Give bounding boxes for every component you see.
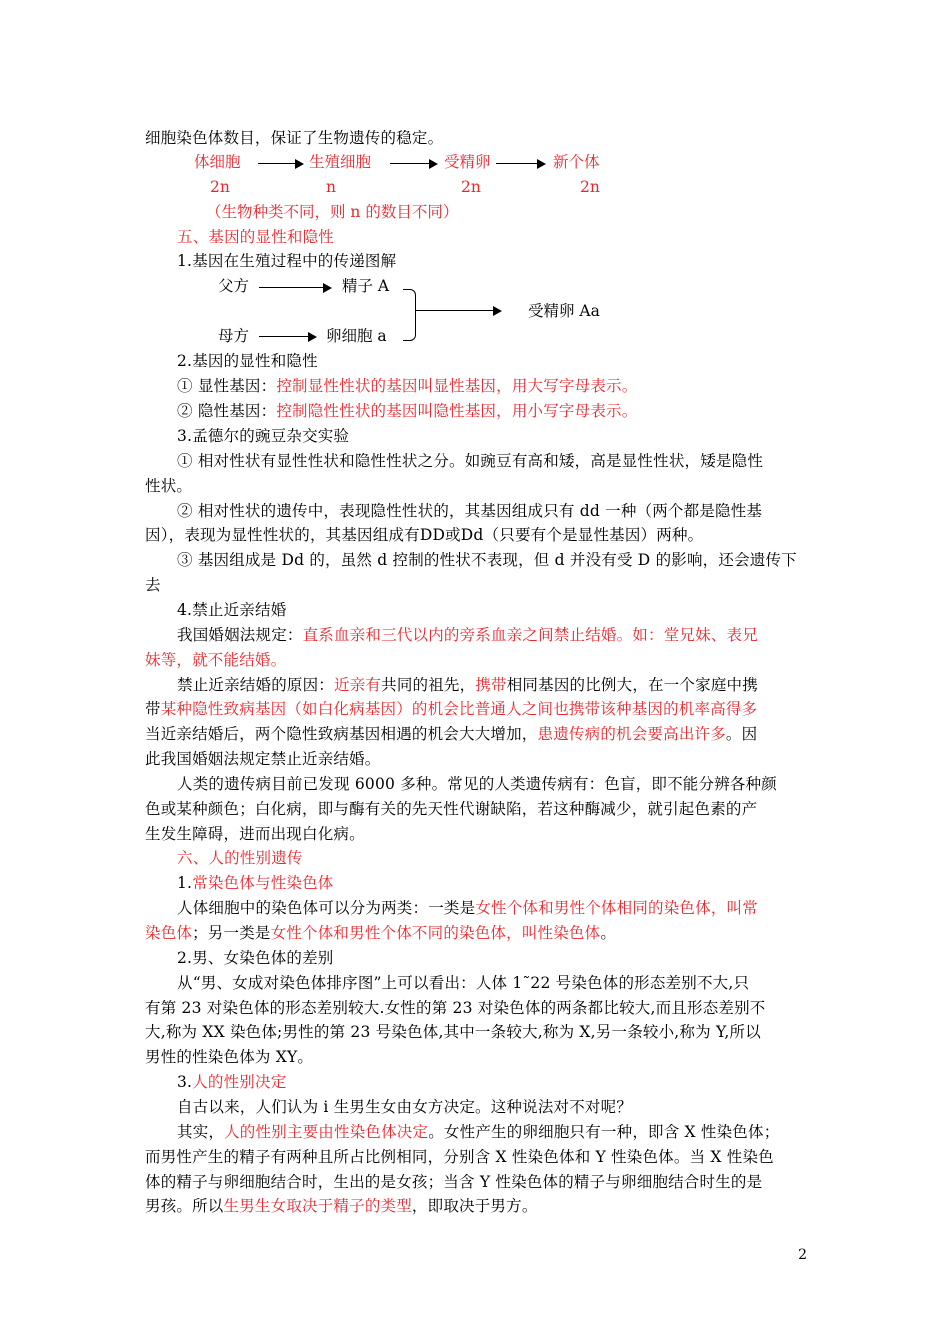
subheading: 4.禁止近亲结婚: [177, 601, 287, 619]
flow-stage-individual: 新个体: [553, 153, 600, 171]
subheading: [177, 871, 810, 895]
paragraph-line: 自古以来，人们认为 i 生男生女由女方决定。这种说法对不对呢？: [177, 1098, 633, 1116]
text: 我国婚姻法规定：: [177, 626, 303, 644]
bracket-icon: [403, 289, 416, 341]
text: 。因: [725, 725, 758, 743]
recessive-gene-line: [177, 399, 810, 423]
paragraph-line: ③ 基因组成是 Dd 的，虽然 d 控制的性状不表现，但 d 并没有受 D 的影响，还会遗传下: [177, 551, 797, 569]
flow-stage-germ: 生殖细胞: [309, 153, 372, 171]
paragraph-line: 从“男、女成对染色体排序图”上可以看出：人体 1˜22 号染色体的形态差别不大,只: [177, 974, 750, 992]
label: ① 显性基因：: [177, 377, 277, 395]
paragraph-line: [177, 673, 810, 697]
arrow-icon: [259, 287, 330, 288]
diagram-mother: 母方: [218, 327, 250, 345]
paragraph-line: 妹等，就不能结婚。: [145, 651, 287, 669]
highlight: 常染色体与性染色体: [192, 874, 334, 892]
text: 相同基因的比例大，在一个家庭中携: [506, 676, 758, 694]
diagram-egg: 卵细胞 a: [326, 327, 387, 345]
paragraph-line: 有第 23 对染色体的形态差别较大.女性的第 23 对染色体的两条都比较大,而且形态差别不: [145, 999, 766, 1017]
subheading: 1.基因在生殖过程中的传递图解: [177, 252, 397, 270]
text: 男孩。所以: [145, 1197, 224, 1215]
highlight: 患遗传病的机会要高出许多: [537, 725, 726, 743]
highlight: 携带: [475, 676, 507, 694]
intro-line: 细胞染色体数目，保证了生物遗传的稳定。: [145, 129, 444, 147]
text: 共同的祖先，: [381, 676, 476, 694]
arrow-icon: [259, 336, 315, 337]
text: 。女性产生的卵细胞只有一种，即含 X 性染色体；: [428, 1123, 780, 1141]
arrow-icon: [258, 163, 302, 164]
flow-count: 2n: [210, 178, 230, 196]
definition: 控制隐性性状的基因叫隐性基因，用小写字母表示。: [276, 402, 638, 420]
paragraph-line: ① 相对性状有显性性状和隐性性状之分。如豌豆有高和矮，高是显性性状，矮是隐性: [177, 452, 764, 470]
flow-note: （生物种类不同，则 n 的数目不同）: [206, 203, 459, 221]
text: ，即取决于男方。: [411, 1197, 538, 1215]
paragraph-line: ② 相对性状的遗传中，表现隐性性状的，其基因组成只有 dd 一种（两个都是隐性基: [177, 502, 763, 520]
highlight: 人的性别主要由性染色体决定: [224, 1123, 429, 1141]
arrow-icon: [416, 310, 500, 311]
flow-stage-somatic: 体细胞: [194, 153, 241, 171]
paragraph-line: [145, 697, 810, 721]
highlight: 生男生女取决于精子的类型: [223, 1197, 412, 1215]
paragraph-line: 而男性产生的精子有两种且所占比例相同，分别含 X 性染色体和 Y 性染色体。当 X 性染色: [145, 1148, 774, 1166]
paragraph-line: [177, 623, 810, 647]
text: 带: [145, 700, 161, 718]
subheading: 2.基因的显性和隐性: [177, 352, 318, 370]
diagram-father: 父方: [218, 277, 250, 295]
highlight: 某种隐性致病基因（如白化病基因）的机会比普通人之间也携带该种基因的机率高得多: [160, 700, 758, 718]
definition: 控制显性性状的基因叫显性基因，用大写字母表示。: [276, 377, 638, 395]
subheading: 2.男、女染色体的差别: [177, 949, 334, 967]
paragraph-line: 此我国婚姻法规定禁止近亲结婚。: [145, 750, 381, 768]
flow-count: n: [326, 178, 336, 196]
highlight: 女性个体和男性个体相同的染色体，叫常: [475, 899, 758, 917]
flow-stage-zygote: 受精卵: [444, 153, 491, 171]
text: 其实，: [177, 1123, 225, 1141]
paragraph-line: 人类的遗传病目前已发现 6000 多种。常见的人类遗传病有：色盲，即不能分辨各种颜: [177, 775, 778, 793]
paragraph-line: 生发生障碍，进而出现白化病。: [145, 825, 365, 843]
paragraph-line: [145, 722, 810, 746]
section-title: 五、基因的显性和隐性: [177, 228, 335, 246]
arrow-icon: [496, 163, 544, 164]
arrow-icon: [390, 163, 436, 164]
page-number: 2: [798, 1247, 807, 1263]
paragraph-line: 因），表现为显性性状的，其基因组成有DD或Dd（只要有个是显性基因）两种。: [145, 526, 704, 544]
text: 人体细胞中的染色体可以分为两类：一类是: [177, 899, 476, 917]
paragraph-line: [177, 896, 810, 920]
paragraph-line: 大,称为 XX 染色体;男性的第 23 号染色体,其中一条较大,称为 X,另一条较小,称为 Y,所以: [145, 1023, 761, 1041]
highlight: 近亲有: [334, 676, 382, 694]
number: 3.: [177, 1073, 193, 1091]
diagram-sperm: 精子 A: [342, 277, 390, 295]
paragraph-line: 男性的性染色体为 XY。: [145, 1048, 314, 1066]
text: 禁止近亲结婚的原因：: [177, 676, 335, 694]
paragraph-line: 体的精子与卵细胞结合时，生出的是女孩；当含 Y 性染色体的精子与卵细胞结合时生的是: [145, 1173, 763, 1191]
highlight: 染色体: [145, 924, 193, 942]
highlight: 人的性别决定: [192, 1073, 287, 1091]
paragraph-line: [145, 921, 810, 945]
paragraph-line: [177, 1120, 810, 1144]
flow-count: 2n: [461, 178, 481, 196]
flow-count: 2n: [580, 178, 600, 196]
highlight: 直系血亲和三代以内的旁系血亲之间禁止结婚。如：堂兄妹、表兄: [302, 626, 758, 644]
dominant-gene-line: [177, 374, 810, 398]
paragraph-line: [145, 1194, 810, 1218]
paragraph-line: 色或某种颜色；白化病，即与酶有关的先天性代谢缺陷，若这种酶减少，就引起色素的产: [145, 800, 758, 818]
subheading: [177, 1070, 810, 1094]
section-title: 六、人的性别遗传: [177, 849, 303, 867]
diagram-zygote: 受精卵 Aa: [528, 302, 600, 320]
text: 当近亲结婚后，两个隐性致病基因相遇的机会大大增加，: [145, 725, 538, 743]
paragraph-line: 性状。: [145, 477, 193, 495]
highlight: 女性个体和男性个体不同的染色体，叫性染色体: [270, 924, 601, 942]
subheading: 3.孟德尔的豌豆杂交实验: [177, 427, 350, 445]
text: ；另一类是: [192, 924, 271, 942]
text: 。: [600, 924, 617, 942]
number: 1.: [177, 874, 193, 892]
label: ② 隐性基因：: [177, 402, 277, 420]
paragraph-line: 去: [145, 576, 161, 594]
